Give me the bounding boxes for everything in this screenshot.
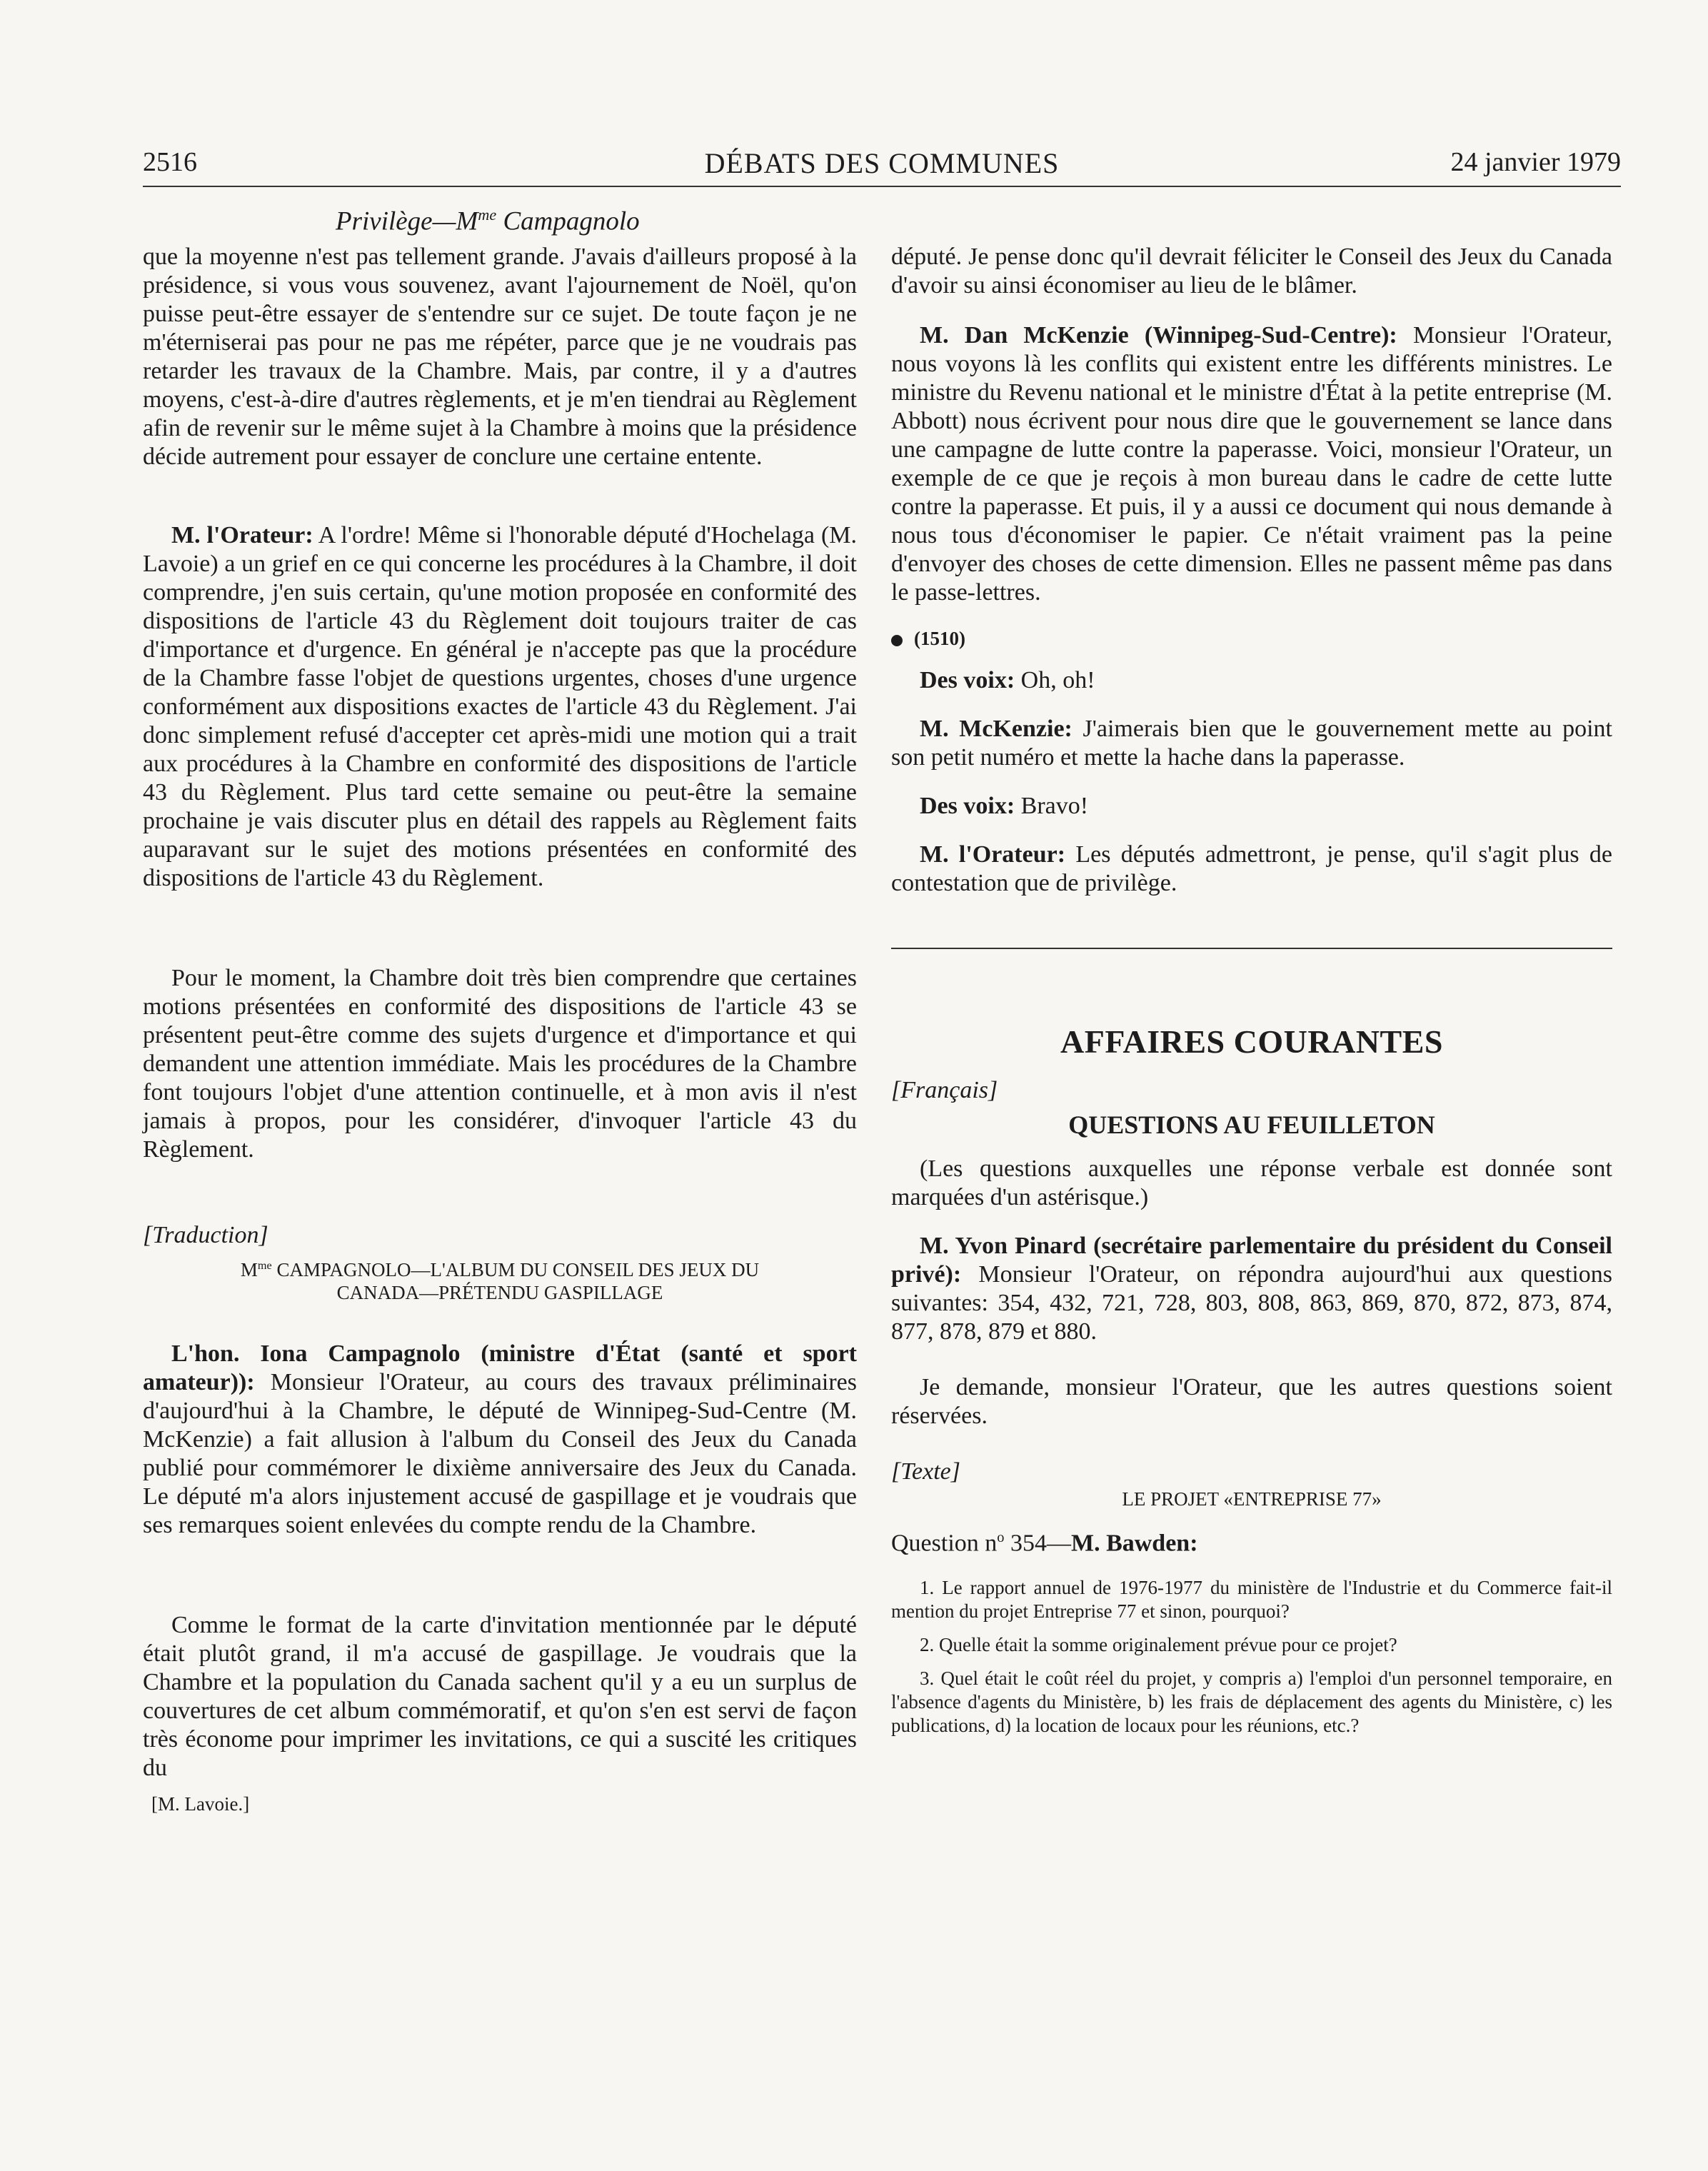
speech-paragraph: Des voix: Bravo! <box>920 793 1089 819</box>
speaker-name: M. Dan McKenzie (Winnipeg-Sud-Centre): <box>920 322 1397 349</box>
publication-title: DÉBATS DES COMMUNES <box>704 147 1060 179</box>
language-marker: [Français] <box>891 1077 998 1103</box>
header-rule <box>143 186 1621 187</box>
speech-paragraph: M. l'Orateur: A l'ordre! Même si l'honorable député d'Hochelaga (M. Lavoie) a un grief en ce qui concerne les procédures à la Chambre, il doit comprendre, j'en suis certain, qu'une motion proposée en conformité des dispositions de l'article 43 du Règlement doit toujours traiter de cas d'importance et d'urgence. En général je n'accepte pas que la procédure de la Chambre fasse l'objet de questions urgentes, choses d'une urgence conformément aux dispositions exactes de l'article 43 du Règlement. J'ai donc simplement refusé d'accepter cet après-midi une motion qui a trait aux procédures à la Chambre en conformité des dispositions de l'article 43 du Règlement. Plus tard cette semaine ou peut-être la semaine prochaine je vais discuter plus en détail des rappels au Règlement faits auparavant sur le sujet des motions présentées en conformité des dispositions de l'article 43 du Règlement. <box>143 522 857 891</box>
paragraph: (Les questions auxquelles une réponse verbale est donnée sont marquées d'un astérisque.) <box>891 1155 1612 1210</box>
speech-paragraph: M. Dan McKenzie (Winnipeg-Sud-Centre): Monsieur l'Orateur, nous voyons là les conflits qui existent entre les différents ministres. Le ministre du Revenu national et le ministre d'État à la petite entreprise (M. Abbott) nous écrivent pour nous dire que le gouvernement se lance dans une campagne de lutte contre la paperasse. Voici, monsieur l'Orateur, un exemple de ce que je reçois à mon bureau dans le cadre de cette lutte contre la paperasse. Et puis, il y a aussi ce document qui nous demande à nous tous d'économiser le papier. Ce n'était vraiment pas la peine d'envoyer des choses de cette dimension. Elles ne passent même pas dans le passe-lettres. <box>891 322 1612 606</box>
bullet-dot-icon <box>891 635 903 646</box>
speaker-name: Des voix: <box>920 793 1015 819</box>
paragraph: Comme le format de la carte d'invitation mentionnée par le député était plutôt grand, il m'a accusé de gaspillage. Je voudrais que la Chambre et la population du Canada sachent qu'il y a eu un surplus de couvertures de cet album commémoratif, et qu'on s'en est servi de façon très économe pour imprimer les invitations, ce qui a suscité les critiques du <box>143 1612 857 1781</box>
question-item: 1. Le rapport annuel de 1976-1977 du ministère de l'Industrie et du Commerce fait-il mention du projet Entreprise 77 et sinon, pourquoi? <box>891 1577 1612 1623</box>
running-head: $Privilège—M^{me}$ Campagnolo <box>336 206 640 236</box>
page-date: 24 janvier 1979 <box>1450 147 1621 177</box>
paragraph: Pour le moment, la Chambre doit très bien comprendre que certaines motions présentées en conformité des dispositions de l'article 43 se présentent peut-être comme des sujets d'urgence et d'importance et qui demandent une attention immédiate. Mais les procédures de la Chambre font toujours l'objet d'une attention continuelle, et à mon avis il n'est jamais à propos, pour les considérer, d'invoquer l'article 43 du Règlement. <box>143 965 857 1163</box>
speaker-name: M. l'Orateur: <box>171 522 313 548</box>
question-item: 3. Quel était le coût réel du projet, y compris a) l'emploi d'un personnel temporaire, en l'absence d'agents du Ministère, b) les frais de déplacement des agents du Ministère, c) les publications, d) la location de locaux pour les réunions, etc.? <box>891 1668 1612 1737</box>
speaker-name: M. l'Orateur: <box>920 841 1066 868</box>
questions-title: QUESTIONS AU FEUILLETON <box>1068 1110 1435 1139</box>
question-heading: Question $n^o$ 354—M. Bawden: <box>891 1530 1198 1557</box>
question-item: 2. Quelle était la somme originalement prévue pour ce projet? <box>920 1634 1397 1656</box>
speaker-name: Des voix: <box>920 667 1015 693</box>
project-title: LE PROJET «ENTREPRISE 77» <box>1122 1488 1382 1510</box>
speech-paragraph: M. Yvon Pinard (secrétaire parlementaire du président du Conseil privé): Monsieur l'Orateur, on répondra aujourd'hui aux questions suivantes: 354, 432, 721, 728, 803, 808, 863, 869, 870, 872, 873, 874, 877, 878, 879 et 880. <box>891 1233 1612 1345</box>
paragraph: Je demande, monsieur l'Orateur, que les autres questions soient réservées. <box>891 1374 1612 1429</box>
speaker-name: M. Yvon Pinard (secrétaire parlementaire du président du Conseil privé): <box>891 1233 1612 1288</box>
page-number: 2516 <box>143 147 197 177</box>
footnote: [M. Lavoie.] <box>151 1793 250 1815</box>
right-column <box>891 243 1612 1738</box>
speaker-name: M. McKenzie: <box>920 716 1072 742</box>
language-marker: [Traduction] <box>143 1222 268 1248</box>
subsection-title: $M^{me}$ CAMPAGNOLO—L'ALBUM DU CONSEIL DES JEUX DU CANADA—PRÉTENDU GASPILLAGE <box>240 1259 760 1303</box>
speech-paragraph: Des voix: Oh, oh! <box>920 667 1095 693</box>
speech-paragraph: M. McKenzie: J'aimerais bien que le gouvernement mette au point son petit numéro et mette la hache dans la paperasse. <box>891 716 1612 771</box>
section-title: AFFAIRES COURANTES <box>1060 1023 1443 1060</box>
language-marker: [Texte] <box>891 1458 960 1485</box>
speech-paragraph: M. l'Orateur: Les députés admettront, je pense, qu'il s'agit plus de contestation que de privilège. <box>891 841 1612 896</box>
speaker-name: L'hon. Iona Campagnolo (ministre d'État (santé et sport amateur)): <box>143 1340 857 1395</box>
time-marker: (1510) <box>891 627 1612 651</box>
paragraph: que la moyenne n'est pas tellement grande. J'avais d'ailleurs proposé à la présidence, si vous vous souvenez, avant l'ajournement de Noël, qu'on puisse peut-être essayer de s'entendre sur ce sujet. De toute façon je ne m'éterniserai pas pour ne pas me répéter, parce que je ne voudrais pas retarder les travaux de la Chambre. Mais, par contre, il y a d'autres moyens, c'est-à-dire d'autres règlements, et je m'en tiendrai au Règlement afin de revenir sur le même sujet à la Chambre à moins que la présidence décide autrement pour essayer de conclure une certaine entente. <box>143 244 857 470</box>
paragraph: député. Je pense donc qu'il devrait féliciter le Conseil des Jeux du Canada d'avoir su ainsi économiser au lieu de le blâmer. <box>891 244 1612 299</box>
left-column <box>143 243 857 1816</box>
speech-paragraph: L'hon. Iona Campagnolo (ministre d'État (santé et sport amateur)): Monsieur l'Orateur, au cours des travaux préliminaires d'aujourd'hui à la Chambre, le député de Winnipeg-Sud-Centre (M. McKenzie) a fait allusion à l'album du Conseil des Jeux du Canada publié pour commémorer le dixième anniversaire des Jeux du Canada. Le député m'a alors injustement accusé de gaspillage et je voudrais que ses remarques soient enlevées du compte rendu de la Chambre. <box>143 1340 857 1538</box>
page-header <box>143 146 1621 189</box>
